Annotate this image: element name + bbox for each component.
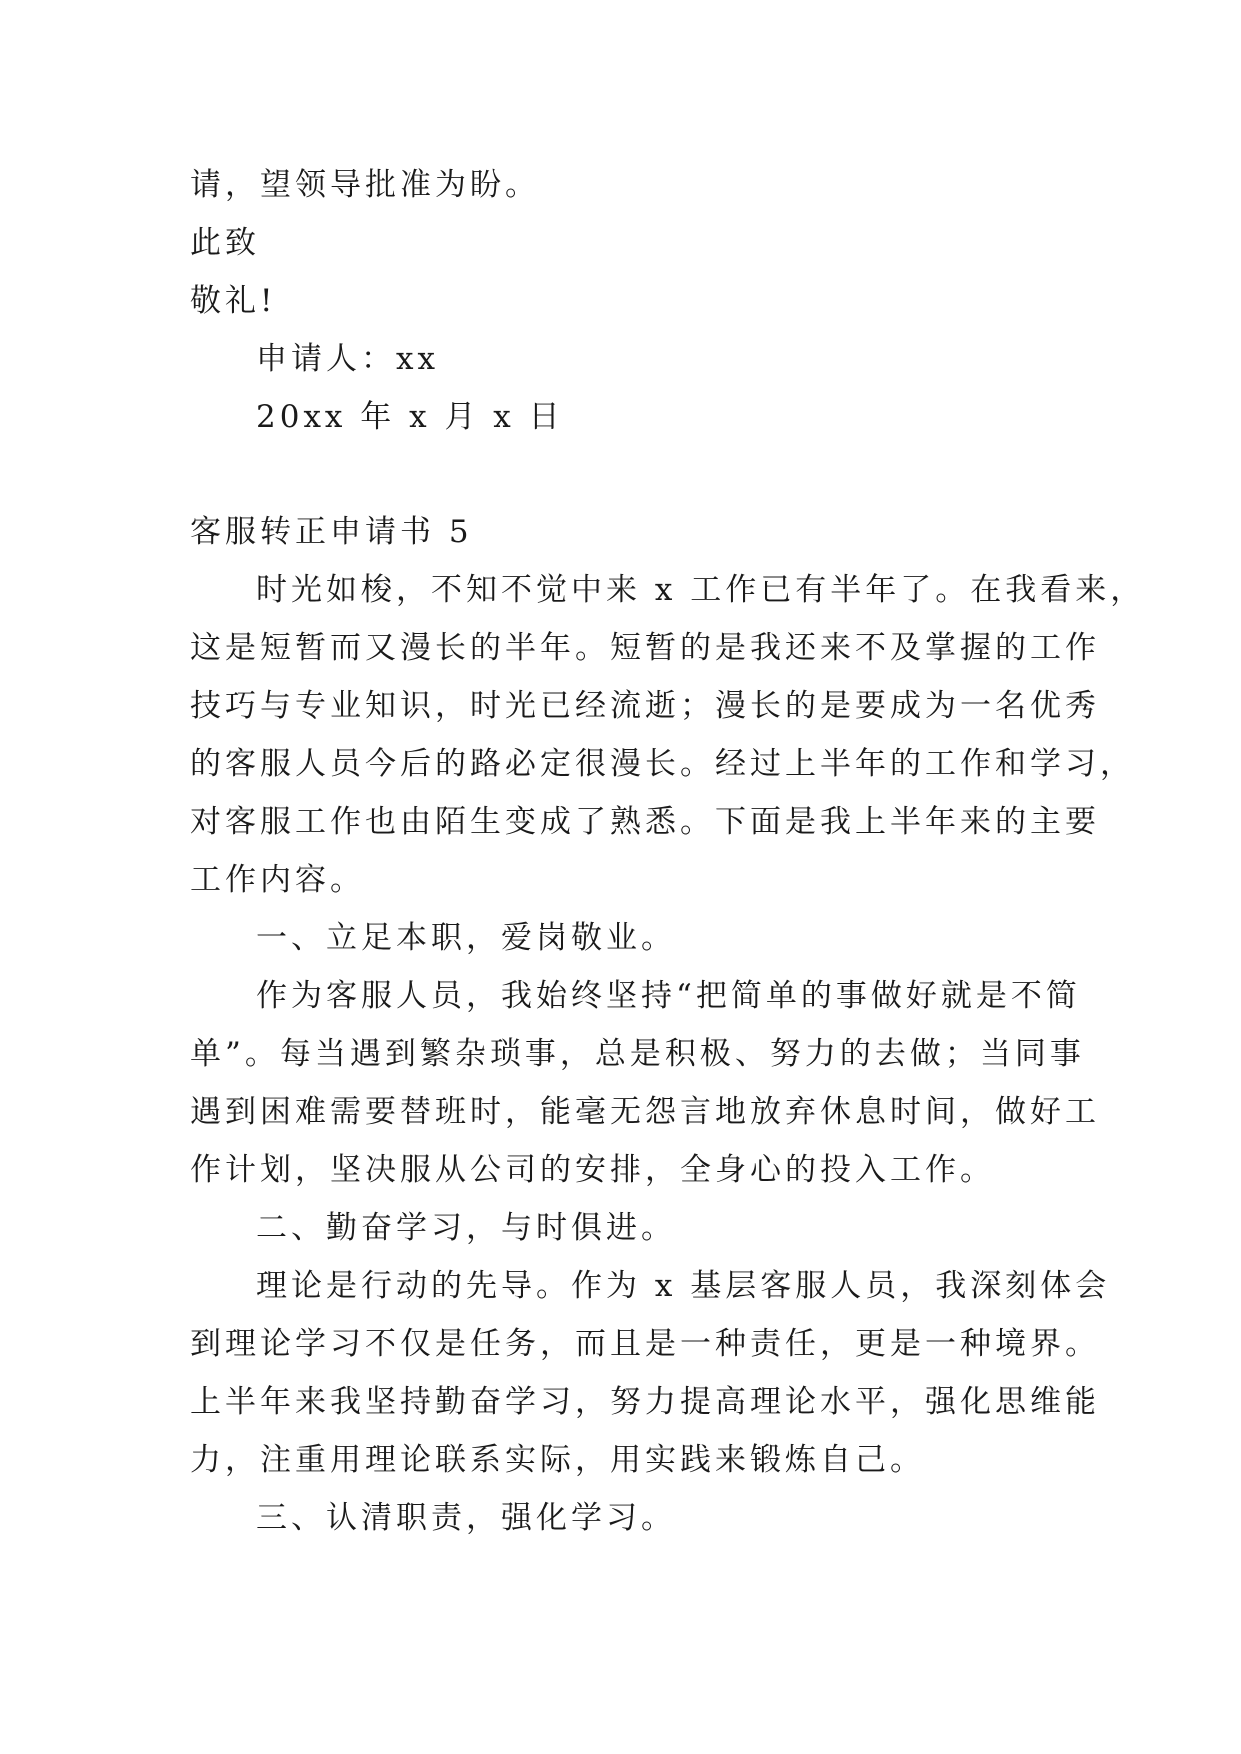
text-line: 理论是行动的先导。作为 x 基层客服人员，我深刻体会 xyxy=(256,1268,1111,1304)
text-line: 到理论学习不仅是任务，而且是一种责任，更是一种境界。 xyxy=(190,1326,1100,1362)
subheading: 三、认清职责，强化学习。 xyxy=(256,1500,676,1536)
text-line: 力，注重用理论联系实际，用实践来锻炼自己。 xyxy=(190,1442,925,1478)
subheading: 二、勤奋学习，与时俱进。 xyxy=(256,1210,676,1246)
text-line: 的客服人员今后的路必定很漫长。经过上半年的工作和学习， xyxy=(190,746,1135,782)
text-line: 对客服工作也由陌生变成了熟悉。下面是我上半年来的主要 xyxy=(190,804,1100,840)
text-line: 工作内容。 xyxy=(190,862,365,898)
text-line: 请，望领导批准为盼。 xyxy=(190,167,540,203)
text-line: 遇到困难需要替班时，能毫无怨言地放弃休息时间，做好工 xyxy=(190,1094,1100,1130)
text-line: 此致 xyxy=(190,225,260,261)
text-line: 单”。每当遇到繁杂琐事，总是积极、努力的去做；当同事 xyxy=(190,1036,1085,1072)
text-line: 敬礼! xyxy=(190,283,277,319)
text-line: 时光如梭，不知不觉中来 x 工作已有半年了。在我看来， xyxy=(256,572,1146,608)
signature-applicant: 申请人：xx xyxy=(256,341,439,377)
text-line: 这是短暂而又漫长的半年。短暂的是我还来不及掌握的工作 xyxy=(190,630,1100,666)
section-title: 客服转正申请书 5 xyxy=(190,514,473,550)
text-line: 上半年来我坚持勤奋学习，努力提高理论水平，强化思维能 xyxy=(190,1384,1100,1420)
subheading: 一、立足本职，爱岗敬业。 xyxy=(256,920,676,956)
text-line: 作计划，坚决服从公司的安排，全身心的投入工作。 xyxy=(190,1152,995,1188)
signature-date: 20xx 年 x 月 x 日 xyxy=(256,399,564,435)
text-line: 技巧与专业知识，时光已经流逝；漫长的是要成为一名优秀 xyxy=(190,688,1100,724)
text-line: 作为客服人员，我始终坚持“把简单的事做好就是不简 xyxy=(256,978,1081,1014)
